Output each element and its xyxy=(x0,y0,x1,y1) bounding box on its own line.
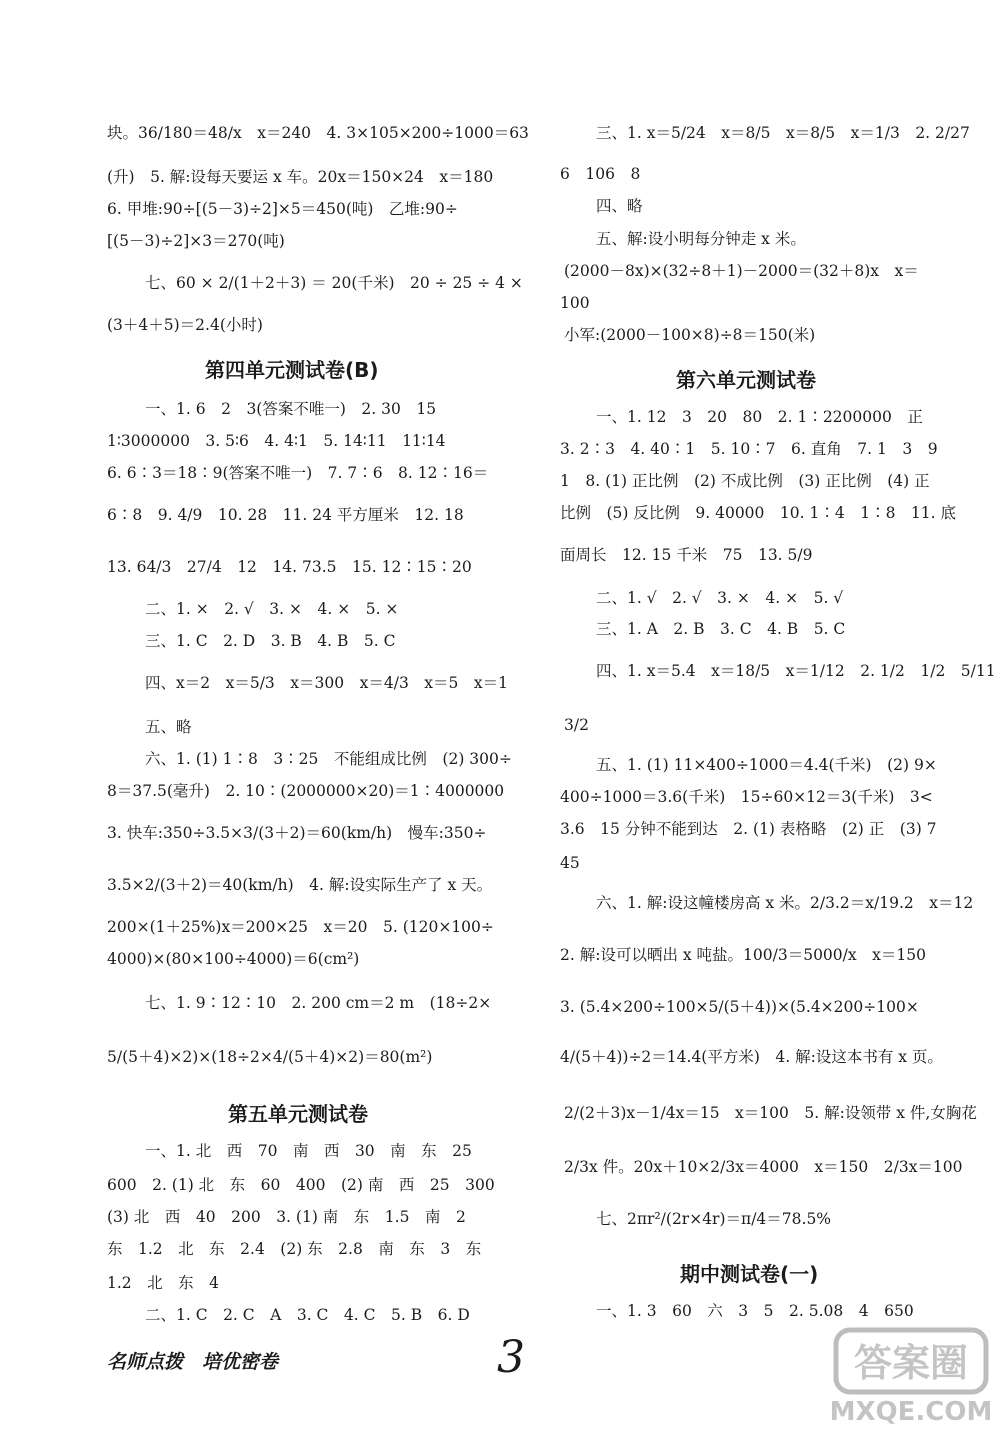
left-line-16: 六、1. (1) 1∶8 3∶25 不能组成比例 (2) 300÷ xyxy=(145,750,512,768)
right-line-9: 3. 2∶3 4. 40∶1 5. 10∶7 6. 直角 7. 1 3 9 xyxy=(560,440,938,458)
footer-brand: 名师点拨 培优密卷 xyxy=(107,1351,279,1373)
left-line-1: 块。36/180＝48/x x＝240 4. 3×105×200÷1000＝63 xyxy=(107,124,529,142)
right-line-10: 1 8. (1) 正比例 (2) 不成比例 (3) 正比例 (4) 正 xyxy=(560,472,930,490)
left-line-14: 四、x＝2 x＝5/3 x＝300 x＝4/3 x＝5 x＝1 xyxy=(145,674,509,692)
left-line-21: 4000)×(80×100÷4000)＝6(cm²) xyxy=(107,950,360,968)
left-line-13: 三、1. C 2. D 3. B 4. B 5. C xyxy=(145,632,396,650)
right-line-16: 3/2 xyxy=(564,716,589,734)
left-line-17: 8＝37.5(毫升) 2. 10∶(2000000×20)＝1∶4000000 xyxy=(107,782,505,800)
section-heading-unit6: 第六单元测试卷 xyxy=(676,368,816,392)
right-line-6: 100 xyxy=(560,294,590,312)
left-line-18: 3. 快车:350÷3.5×3/(3＋2)＝60(km/h) 慢车:350÷ xyxy=(107,824,487,842)
right-line-12: 面周长 12. 15 千米 75 13. 5/9 xyxy=(560,546,813,564)
watermark-logo xyxy=(822,1320,1000,1430)
right-line-24: 4/(5＋4))÷2＝14.4(平方米) 4. 解:设这本书有 x 页。 xyxy=(560,1048,943,1066)
left-line-5: 七、60 × 2/(1＋2＋3) ＝ 20(千米) 20 ÷ 25 ÷ 4 × xyxy=(145,274,523,292)
right-line-4: 五、解:设小明每分钟走 x 米。 xyxy=(596,230,806,248)
left-line-6: (3＋4＋5)＝2.4(小时) xyxy=(107,316,263,334)
right-line-18: 400÷1000＝3.6(千米) 15÷60×12＝3(千米) 3< xyxy=(560,788,933,806)
left-line-2: (升) 5. 解:设每天要运 x 车。20x＝150×24 x＝180 xyxy=(107,168,494,186)
section-heading-unit5: 第五单元测试卷 xyxy=(228,1102,368,1126)
left-line-9: 6. 6∶3＝18∶9(答案不唯一) 7. 7∶6 8. 12∶16＝ xyxy=(107,464,489,482)
right-line-14: 三、1. A 2. B 3. C 4. B 5. C xyxy=(596,620,846,638)
right-line-3: 四、略 xyxy=(596,197,643,215)
left-line-15: 五、略 xyxy=(145,718,192,736)
right-line-11: 比例 (5) 反比例 9. 40000 10. 1∶4 1∶8 11. 底 xyxy=(560,504,957,522)
section-heading-midterm: 期中测试卷(一) xyxy=(680,1262,819,1286)
right-line-21: 六、1. 解:设这幢楼房高 x 米。2/3.2＝x/19.2 x＝12 xyxy=(596,894,974,912)
right-line-1: 三、1. x＝5/24 x＝8/5 x＝8/5 x＝1/3 2. 2/27 xyxy=(596,124,970,142)
left-line-8: 1∶3000000 3. 5∶6 4. 4∶1 5. 14∶11 11∶14 xyxy=(107,432,446,450)
right-line-2: 6 106 8 xyxy=(560,165,641,183)
section-heading-unit4b: 第四单元测试卷(B) xyxy=(205,358,379,382)
left-line-12: 二、1. × 2. √ 3. × 4. × 5. × xyxy=(145,600,399,618)
right-line-25: 2/(2＋3)x－1/4x＝15 x＝100 5. 解:设领带 x 件,女胸花 xyxy=(564,1104,977,1122)
right-line-7: 小军:(2000－100×8)÷8＝150(米) xyxy=(564,326,816,344)
left-line-3: 6. 甲堆:90÷[(5－3)÷2]×5＝450(吨) 乙堆:90÷ xyxy=(107,200,458,218)
right-line-27: 七、2πr²/(2r×4r)＝π/4＝78.5% xyxy=(596,1210,832,1228)
watermark-bottom-text: MXQE.COM xyxy=(829,1397,993,1427)
right-line-13: 二、1. √ 2. √ 3. × 4. × 5. √ xyxy=(596,589,844,607)
left-line-11: 13. 64/3 27/4 12 14. 73.5 15. 12∶15∶20 xyxy=(107,558,472,576)
left-line-26: (3) 北 西 40 200 3. (1) 南 东 1.5 南 2 xyxy=(107,1208,466,1226)
left-line-7: 一、1. 6 2 3(答案不唯一) 2. 30 15 xyxy=(145,400,437,418)
left-line-24: 一、1. 北 西 70 南 西 30 南 东 25 xyxy=(145,1142,472,1160)
right-line-28: 一、1. 3 60 六 3 5 2. 5.08 4 650 xyxy=(596,1302,914,1320)
right-line-26: 2/3x 件。20x＋10×2/3x＝4000 x＝150 2/3x＝100 xyxy=(564,1158,963,1176)
left-line-10: 6∶8 9. 4/9 10. 28 11. 24 平方厘米 12. 18 xyxy=(107,506,464,524)
left-line-4: [(5－3)÷2]×3＝270(吨) xyxy=(107,232,285,250)
right-line-15: 四、1. x＝5.4 x＝18/5 x＝1/12 2. 1/2 1/2 5/11 xyxy=(596,662,996,680)
left-line-25: 600 2. (1) 北 东 60 400 (2) 南 西 25 300 xyxy=(107,1176,495,1194)
right-line-8: 一、1. 12 3 20 80 2. 1∶2200000 正 xyxy=(596,408,923,426)
watermark-top-text: 答案圈 xyxy=(853,1341,969,1385)
right-line-22: 2. 解:设可以晒出 x 吨盐。100/3＝5000/x x＝150 xyxy=(560,946,926,964)
left-line-29: 二、1. C 2. C A 3. C 4. C 5. B 6. D xyxy=(145,1306,470,1324)
left-line-28: 1.2 北 东 4 xyxy=(107,1274,220,1292)
page-number: 3 xyxy=(497,1332,525,1383)
left-line-23: 5/(5＋4)×2)×(18÷2×4/(5＋4)×2)＝80(m²) xyxy=(107,1048,433,1066)
left-line-20: 200×(1＋25%)x＝200×25 x＝20 5. (120×100÷ xyxy=(107,918,494,936)
right-line-17: 五、1. (1) 11×400÷1000＝4.4(千米) (2) 9× xyxy=(596,756,937,774)
left-line-22: 七、1. 9∶12∶10 2. 200 cm＝2 m (18÷2× xyxy=(145,994,492,1012)
right-line-23: 3. (5.4×200÷100×5/(5＋4))×(5.4×200÷100× xyxy=(560,998,919,1016)
watermark-graphic xyxy=(822,1320,1000,1430)
left-line-27: 东 1.2 北 东 2.4 (2) 东 2.8 南 东 3 东 xyxy=(107,1240,482,1258)
left-line-19: 3.5×2/(3＋2)＝40(km/h) 4. 解:设实际生产了 x 天。 xyxy=(107,876,493,894)
right-line-20: 45 xyxy=(560,854,580,872)
right-line-19: 3.6 15 分钟不能到达 2. (1) 表格略 (2) 正 (3) 7 xyxy=(560,820,937,838)
right-line-5: (2000－8x)×(32÷8＋1)－2000＝(32＋8)x x＝ xyxy=(564,262,919,280)
